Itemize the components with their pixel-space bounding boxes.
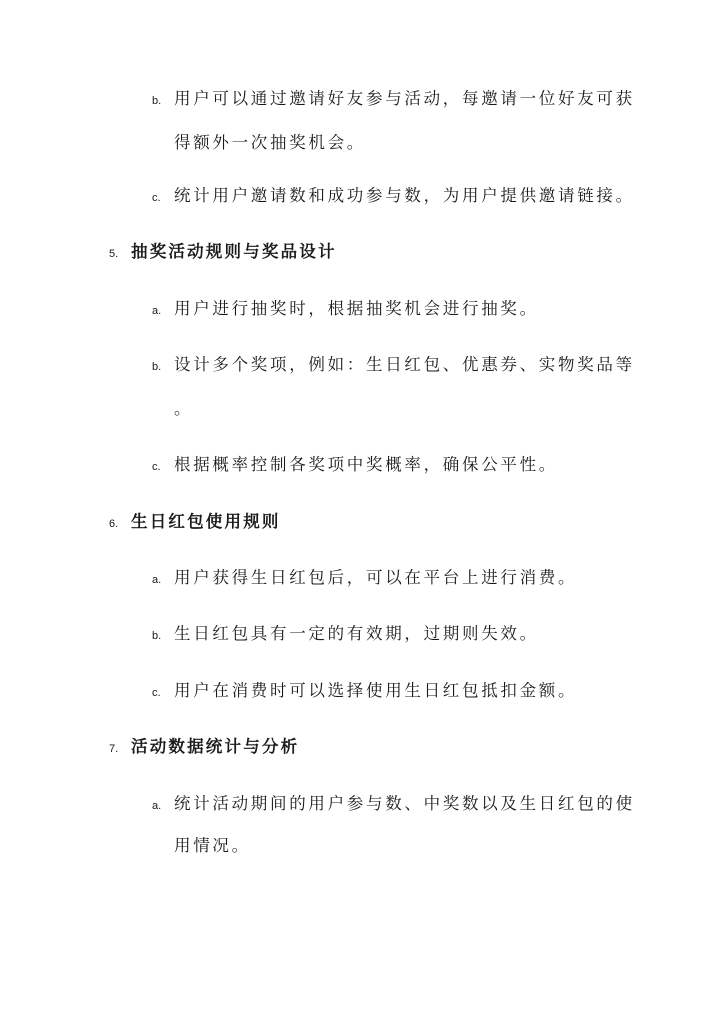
list-marker: c. [152,192,161,204]
list-item-text: 生日红包具有一定的有效期，过期则失效。 [174,624,539,643]
list-item-text: 。 [174,399,194,418]
list-item-text: 得额外一次抽奖机会。 [174,133,366,152]
list-item-text: 统计用户邀请数和成功参与数，为用户提供邀请链接。 [174,186,635,205]
list-item-text: 用户进行抽奖时，根据抽奖机会进行抽奖。 [174,299,539,318]
section-number: 6. [109,518,119,530]
section-heading: 抽奖活动规则与奖品设计 [131,242,337,261]
list-marker: a. [152,305,162,317]
list-item-text: 根据概率控制各奖项中奖概率，确保公平性。 [174,455,558,474]
list-marker: b. [152,630,162,642]
list-marker: b. [152,95,162,107]
list-item-text: 用户获得生日红包后，可以在平台上进行消费。 [174,568,578,587]
list-item-text: 用户可以通过邀请好友参与活动，每邀请一位好友可获 [174,89,635,108]
list-marker: c. [152,461,161,473]
list-item-text: 设计多个奖项，例如：生日红包、优惠券、实物奖品等 [174,355,635,374]
list-marker: a. [152,574,162,586]
list-item-text: 用户在消费时可以选择使用生日红包抵扣金额。 [174,681,578,700]
list-marker: a. [152,800,162,812]
list-marker: b. [152,361,162,373]
section-heading: 生日红包使用规则 [131,512,281,531]
list-item-text: 统计活动期间的用户参与数、中奖数以及生日红包的使 [174,794,635,813]
list-marker: c. [152,687,161,699]
section-number: 5. [109,248,119,260]
section-heading: 活动数据统计与分析 [131,737,300,756]
list-item-text: 用情况。 [174,836,251,855]
section-number: 7. [109,743,119,755]
